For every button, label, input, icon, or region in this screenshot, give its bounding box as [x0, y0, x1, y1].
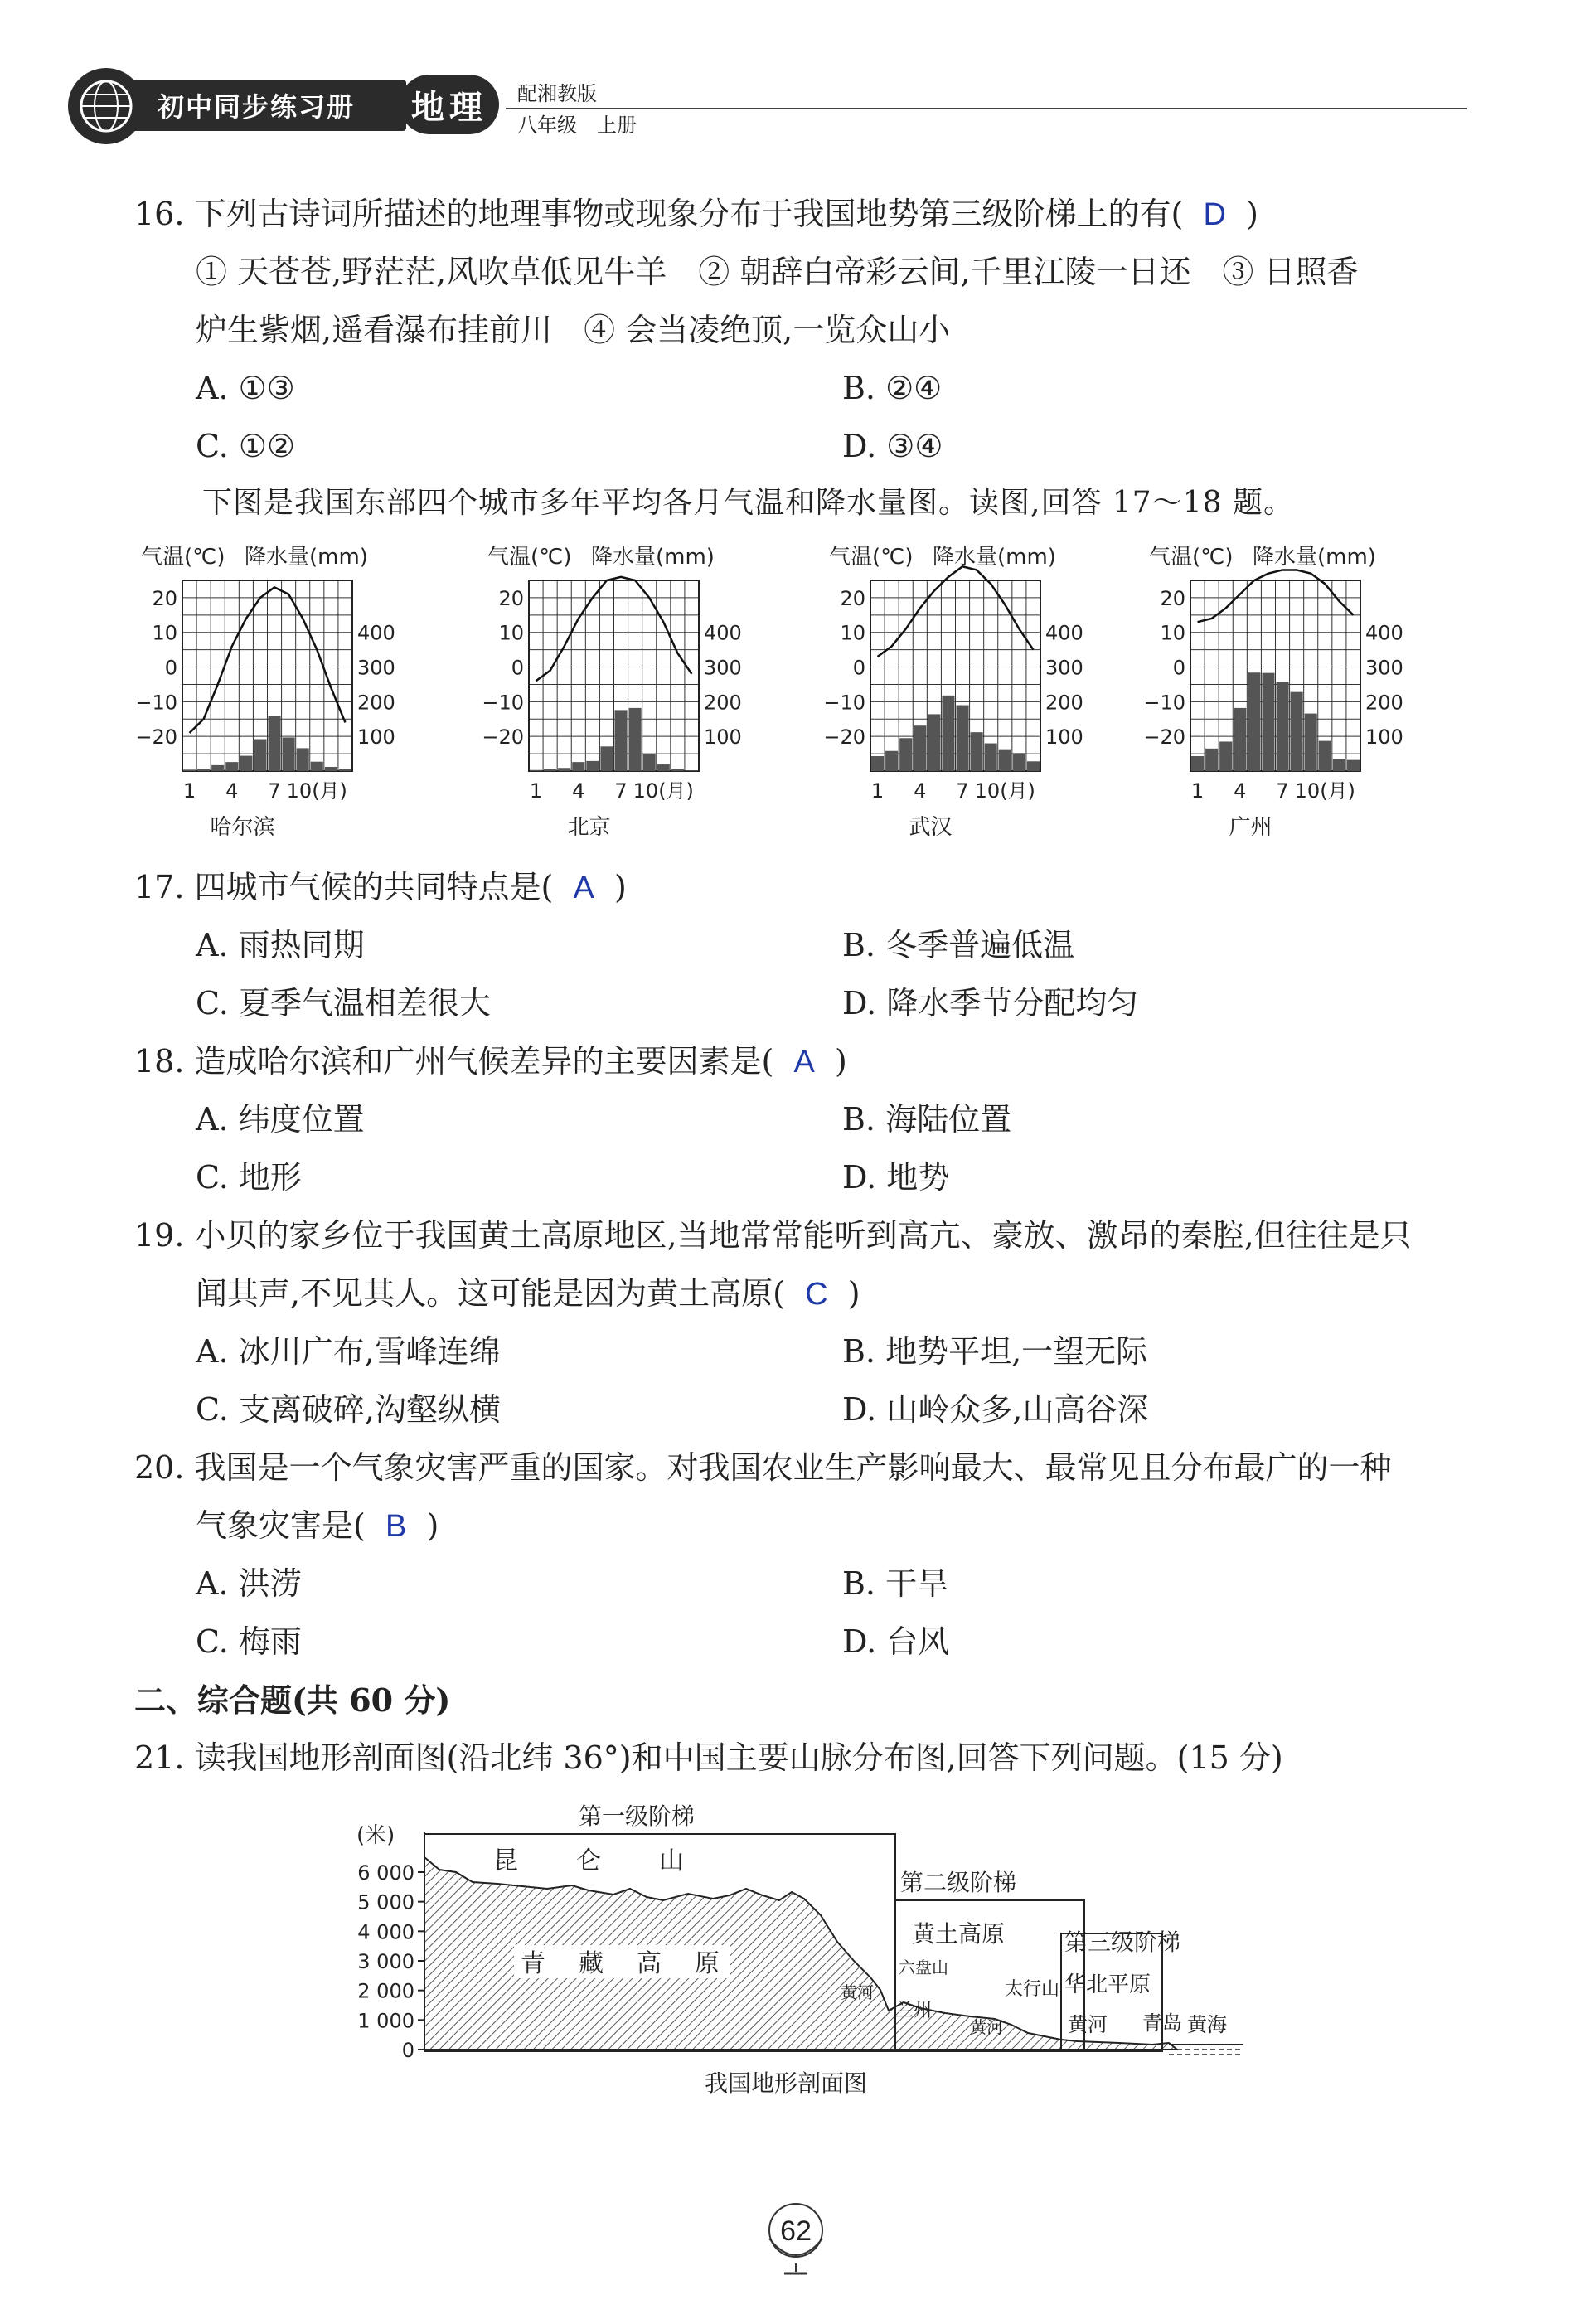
climate-chart-0 [135, 545, 395, 840]
q16-option-d: D. ③④ [842, 428, 943, 464]
precip-axis-label: 降水量(mm) [933, 545, 1056, 570]
precip-bar [928, 714, 940, 771]
profile-unit: (米) [356, 1823, 395, 1848]
precip-tick: 100 [1045, 725, 1083, 750]
temp-tick: −10 [823, 691, 865, 715]
precip-bar [885, 751, 898, 771]
precip-bar [871, 756, 884, 771]
precip-bar [643, 754, 656, 771]
q18-option-c: C. 地形 [196, 1159, 302, 1196]
profile-ytick-label: 1 000 [357, 2009, 414, 2033]
precip-bar [899, 738, 912, 771]
temp-axis-label: 气温(℃) [1149, 545, 1234, 570]
huanghe-3-label: 黄河 [1068, 2013, 1108, 2036]
q20-option-d: D. 台风 [842, 1623, 950, 1660]
month-tick: 10(月) [1294, 779, 1355, 803]
climate-chart-1 [482, 545, 741, 840]
month-tick: 4 [914, 779, 927, 803]
q20-stem: 20. 我国是一个气象灾害严重的国家。对我国农业生产影响最大、最常见且分布最广的一种 [134, 1449, 1392, 1486]
taihang-label: 太行山 [1005, 1979, 1060, 2000]
huanghe-1-label: 黄河 [841, 1982, 874, 2002]
precip-bar [971, 732, 983, 771]
qingdao-label: 青岛 [1142, 2011, 1182, 2035]
city-name: 武汉 [909, 815, 953, 840]
precip-bar [1205, 749, 1218, 771]
city-name: 北京 [567, 815, 611, 840]
precip-bar [544, 769, 556, 771]
q16-line3: 炉生紫烟,遥看瀑布挂前川 ④ 会当凌绝顶,一览众山小 [196, 312, 951, 348]
climate-chart-2 [823, 545, 1083, 840]
q19-answer: C [805, 1277, 828, 1312]
precip-tick: 300 [704, 656, 742, 680]
precip-bar [600, 746, 613, 771]
precip-bar [211, 765, 224, 771]
huanghe-2-label: 黄河 [970, 2017, 1003, 2037]
precip-bar [1262, 673, 1274, 771]
precip-bar [297, 748, 309, 771]
climate-chart-3 [1143, 545, 1403, 840]
q20-answer: B [385, 1509, 407, 1544]
temp-tick: −20 [482, 725, 524, 750]
precip-tick: 100 [704, 725, 742, 750]
temp-tick: 10 [840, 621, 865, 645]
precip-bar [615, 710, 628, 771]
precip-bar [1347, 760, 1360, 771]
precip-bar [1305, 714, 1317, 771]
temp-axis-label: 气温(℃) [487, 545, 572, 570]
q19-option-d: D. 山岭众多,山高谷深 [842, 1391, 1149, 1428]
temp-tick: 0 [1172, 656, 1185, 680]
precip-bar [1333, 759, 1345, 771]
precip-bar [339, 769, 351, 771]
precip-bar [572, 762, 584, 771]
month-tick: 7 [614, 779, 628, 803]
qingzang-char-1: 青 [521, 1949, 545, 1978]
precip-tick: 300 [1045, 656, 1083, 680]
kunlun-char-2: 仑 [576, 1846, 601, 1875]
precip-bar [530, 770, 542, 771]
page-number-badge [754, 2195, 837, 2278]
city-name: 广州 [1229, 815, 1272, 840]
month-tick: 10(月) [286, 779, 347, 803]
profile-caption: 我国地形剖面图 [705, 2069, 868, 2097]
precip-bar [1234, 708, 1246, 771]
q19-option-c: C. 支离破碎,沟壑纵横 [196, 1391, 501, 1428]
q17-stem: 17. 四城市气候的共同特点是( A ) [134, 869, 627, 905]
precip-bar [914, 725, 926, 771]
q17-option-b: B. 冬季普遍低温 [842, 927, 1075, 963]
q21-stem: 21. 读我国地形剖面图(沿北纬 36°)和中国主要山脉分布图,回答下列问题。(15 分) [134, 1739, 1283, 1776]
temp-tick: 10 [1160, 621, 1185, 645]
profile-ytick-label: 4 000 [357, 1920, 414, 1944]
precip-bar [957, 706, 969, 771]
section-2-title: 二、综合题(共 60 分) [134, 1681, 451, 1719]
month-tick: 4 [1234, 779, 1247, 803]
q17-option-c: C. 夏季气温相差很大 [196, 985, 491, 1021]
precip-tick: 400 [357, 621, 395, 645]
q16-option-a: A. ①③ [196, 370, 295, 406]
subject-badge [400, 75, 499, 134]
precip-bar [1277, 682, 1289, 771]
month-tick: 4 [572, 779, 585, 803]
month-tick: 4 [225, 779, 239, 803]
temp-tick: −10 [135, 691, 177, 715]
qingzang-char-4: 原 [695, 1949, 720, 1978]
temp-tick: −10 [1143, 691, 1185, 715]
precip-bar [586, 761, 599, 771]
precip-tick: 200 [704, 691, 742, 715]
q20-line2: 气象灾害是( B ) [196, 1507, 439, 1544]
liupan-label: 六盘山 [899, 1958, 948, 1977]
terrain-profile [332, 1791, 1260, 2098]
precip-tick: 100 [357, 725, 395, 750]
precip-tick: 400 [704, 621, 742, 645]
precip-bar [1319, 741, 1331, 771]
precip-bar [558, 768, 570, 771]
temp-tick: −10 [482, 691, 524, 715]
temp-tick: 20 [1160, 586, 1185, 610]
month-tick: 1 [529, 779, 543, 803]
precip-bar [197, 769, 210, 771]
profile-ytick-label: 6 000 [357, 1861, 414, 1885]
page-number: 62 [780, 2215, 812, 2247]
temp-tick: 0 [164, 656, 177, 680]
climate-charts [135, 539, 1467, 854]
month-tick: 7 [1276, 779, 1289, 803]
precip-bar [686, 770, 698, 771]
edition-label: 配湘教版 [517, 82, 597, 105]
q19-line2: 闻其声,不见其人。这可能是因为黄土高原( C ) [196, 1275, 860, 1312]
precip-tick: 400 [1365, 621, 1403, 645]
precip-tick: 400 [1045, 621, 1083, 645]
temp-tick: 20 [498, 586, 524, 610]
q18-option-b: B. 海陆位置 [842, 1101, 1012, 1138]
precip-bar [671, 769, 684, 771]
precip-bar [1219, 741, 1232, 771]
qingzang-char-2: 藏 [579, 1949, 604, 1978]
precip-bar [325, 767, 337, 771]
precip-bar [1013, 753, 1025, 771]
precip-tick: 200 [1045, 691, 1083, 715]
temp-tick: −20 [1143, 725, 1185, 750]
precip-bar [283, 737, 295, 771]
q16-option-c: C. ①② [196, 428, 296, 464]
q16-line2: ① 天苍苍,野茫茫,风吹草低见牛羊 ② 朝辞白帝彩云间,千里江陵一日还 ③ 日照香 [196, 254, 1359, 290]
q20-option-b: B. 干旱 [842, 1565, 949, 1602]
profile-ytick-label: 5 000 [357, 1890, 414, 1914]
precip-bar [985, 744, 997, 771]
globe-logo-icon [68, 68, 144, 144]
temp-tick: 0 [511, 656, 524, 680]
precip-bar [999, 750, 1011, 771]
q16-answer: D [1203, 197, 1226, 232]
q20-option-a: A. 洪涝 [196, 1565, 302, 1602]
temp-tick: 20 [152, 586, 177, 610]
month-tick: 10(月) [974, 779, 1035, 803]
temp-tick: −20 [135, 725, 177, 750]
precip-bar [269, 716, 281, 771]
profile-ytick-label: 0 [401, 2039, 414, 2062]
q18-option-d: D. 地势 [842, 1159, 950, 1196]
precip-bar [657, 764, 670, 771]
precip-bar [629, 708, 642, 771]
qingzang-char-3: 高 [637, 1949, 662, 1978]
q18-answer: A [793, 1045, 815, 1080]
month-tick: 7 [268, 779, 281, 803]
q17-answer: A [573, 871, 594, 905]
precip-bar [311, 762, 323, 771]
kunlun-char-3: 山 [659, 1846, 684, 1875]
precip-tick: 100 [1365, 725, 1403, 750]
kunlun-char-1: 昆 [493, 1846, 518, 1875]
precip-axis-label: 降水量(mm) [245, 545, 368, 570]
temp-tick: 10 [498, 621, 524, 645]
q17-option-d: D. 降水季节分配均匀 [842, 985, 1139, 1021]
precip-tick: 300 [1365, 656, 1403, 680]
header-title-band [116, 80, 406, 131]
lanzhou-label: 兰州 [895, 2001, 933, 2021]
q17-option-a: A. 雨热同期 [196, 927, 365, 963]
precip-bar [225, 762, 238, 771]
month-tick: 1 [182, 779, 196, 803]
step3-label: 第三级阶梯 [1064, 1929, 1181, 1956]
month-tick: 1 [870, 779, 885, 803]
profile-ytick-label: 2 000 [357, 1979, 414, 2003]
q18-option-a: A. 纬度位置 [196, 1101, 365, 1138]
book-title: 初中同步练习册 [158, 91, 356, 123]
huabei-label: 华北平原 [1064, 1972, 1151, 1997]
step1-label: 第一级阶梯 [579, 1802, 696, 1830]
q20-option-c: C. 梅雨 [196, 1623, 302, 1660]
temp-tick: −20 [823, 725, 865, 750]
subject-label: 地理 [411, 87, 487, 127]
precip-tick: 200 [357, 691, 395, 715]
temp-tick: 20 [840, 586, 865, 610]
q19-option-a: A. 冰川广布,雪峰连绵 [196, 1333, 501, 1370]
q16-option-b: B. ②④ [842, 370, 943, 406]
temp-tick: 0 [852, 656, 865, 680]
precip-tick: 300 [357, 656, 395, 680]
month-tick: 7 [956, 779, 969, 803]
precip-bar [254, 740, 266, 771]
month-tick: 1 [1190, 779, 1205, 803]
precip-axis-label: 降水量(mm) [591, 545, 715, 570]
precip-bar [183, 769, 196, 771]
month-tick: 10(月) [633, 779, 694, 803]
profile-y-axis [357, 1832, 424, 2062]
huanghai-label: 黄海 [1187, 2013, 1227, 2036]
huangtu-label: 黄土高原 [912, 1920, 1006, 1948]
q16-stem: 16. 下列古诗词所描述的地理事物或现象分布于我国地势第三级阶梯上的有( D ) [134, 196, 1258, 232]
precip-bar [1027, 761, 1040, 771]
header-rule [506, 108, 1467, 109]
precip-bar [240, 756, 252, 771]
temp-axis-label: 气温(℃) [141, 545, 225, 570]
precip-bar [942, 696, 954, 771]
precip-bar [1191, 756, 1204, 771]
profile-ytick-label: 3 000 [357, 1950, 414, 1973]
step2-label: 第二级阶梯 [900, 1869, 1017, 1896]
temp-axis-label: 气温(℃) [829, 545, 914, 570]
precip-bar [1248, 672, 1260, 771]
q19-stem: 19. 小贝的家乡位于我国黄土高原地区,当地常常能听到高亢、豪放、激昂的秦腔,但往往是只 [134, 1217, 1412, 1254]
city-name: 哈尔滨 [210, 815, 275, 840]
precip-tick: 200 [1365, 691, 1403, 715]
grade-label: 八年级 上册 [517, 114, 637, 137]
temp-tick: 10 [152, 621, 177, 645]
precip-axis-label: 降水量(mm) [1253, 545, 1376, 570]
q19-option-b: B. 地势平坦,一望无际 [842, 1333, 1148, 1370]
q18-stem: 18. 造成哈尔滨和广州气候差异的主要因素是( A ) [134, 1043, 847, 1080]
intro-17-18: 下图是我国东部四个城市多年平均各月气温和降水量图。读图,回答 17～18 题。 [202, 486, 1294, 520]
precip-bar [1291, 692, 1303, 771]
